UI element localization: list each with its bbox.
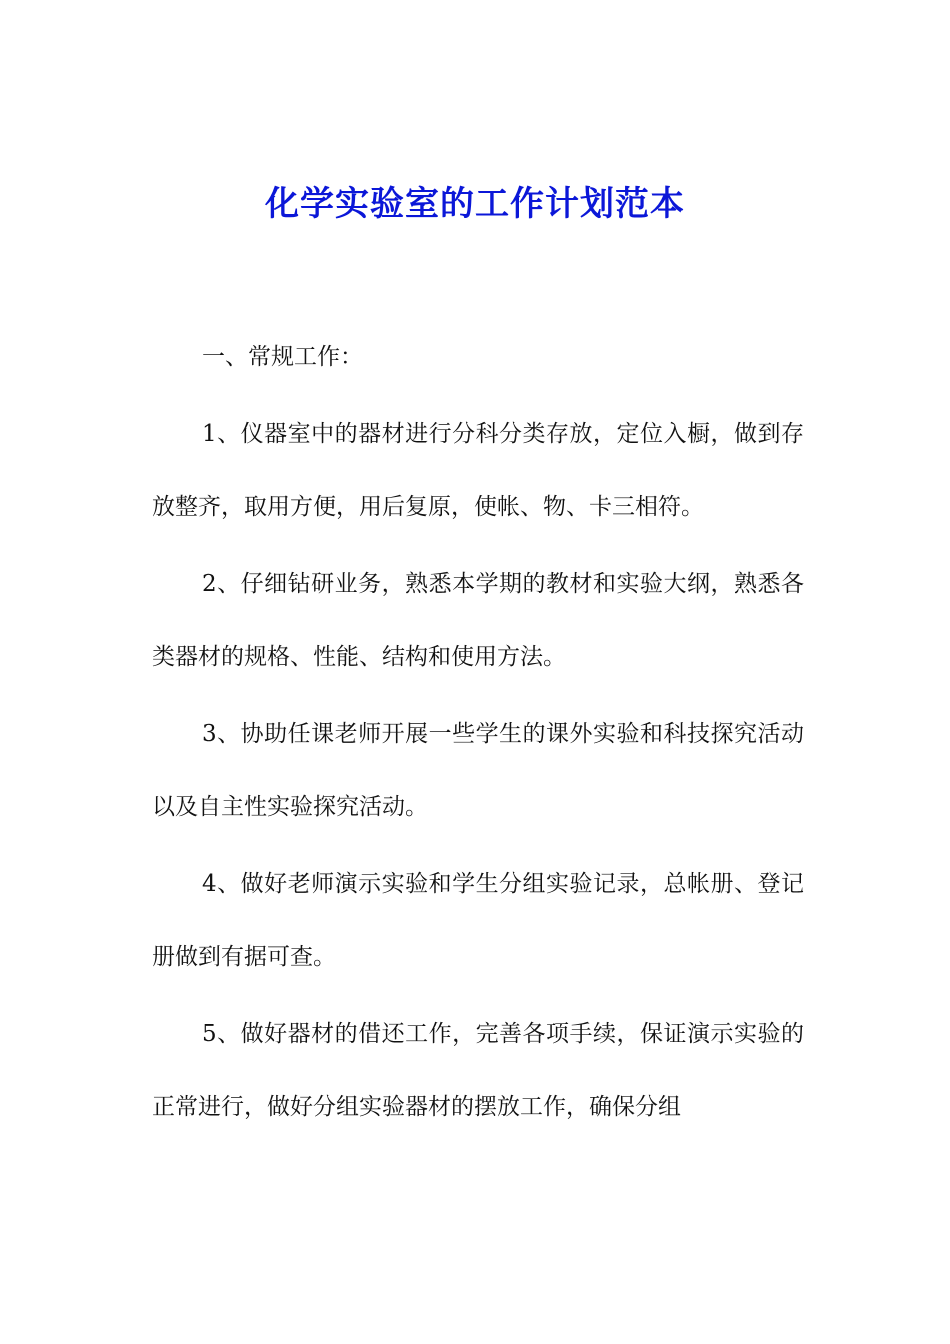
section-heading: 一、常规工作： <box>202 344 363 370</box>
paragraph-item-3: 3、协助任课老师开展一些学生的课外实验和科技探究活动以及自主性实验探究活动。 <box>152 721 804 820</box>
paragraph-item-2: 2、仔细钻研业务，熟悉本学期的教材和实验大纲，熟悉各类器材的规格、性能、结构和使用方法。 <box>152 571 804 670</box>
paragraph-item-5: 5、做好器材的借还工作，完善各项手续，保证演示实验的正常进行，做好分组实验器材的摆放工作，确保分组 <box>152 1021 804 1120</box>
document-title: 化学实验室的工作计划范本 <box>265 184 685 224</box>
document-body <box>152 321 804 1148</box>
paragraph-item-1: 1、仪器室中的器材进行分科分类存放，定位入橱，做到存放整齐，取用方便，用后复原，使帐、物、卡三相符。 <box>152 421 804 520</box>
paragraph-item-4: 4、做好老师演示实验和学生分组实验记录，总帐册、登记册做到有据可查。 <box>152 871 804 970</box>
